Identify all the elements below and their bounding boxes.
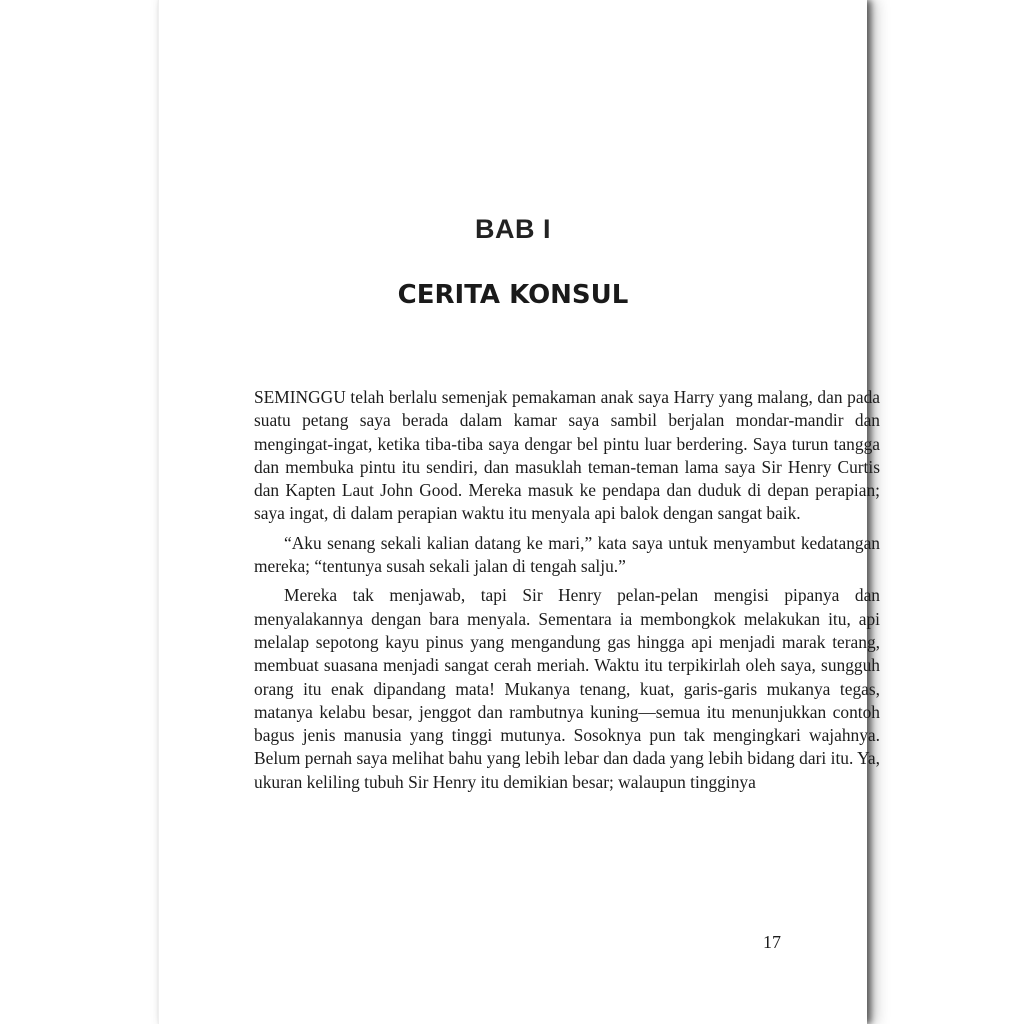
paragraph-3: Mereka tak menjawab, tapi Sir Henry pelan-pelan mengisi pipanya dan menyalakannya dengan bara menyala. Sementara ia membongkok melakukan itu, api melalap sepotong kayu pinus yang mengandung gas hingga api menjadi marak terang, membuat suasana menjadi sangat cerah meriah. Waktu itu terpikirlah oleh saya, sungguh orang itu enak dipandang mata! Mukanya tenang, kuat, garis-garis mukanya tegas, matanya kelabu besar, jenggot dan rambutnya kuning—semua itu menunjukkan contoh bagus jenis manusia yang tinggi mutunya. Sosoknya pun tak mengingkari wajahnya. Belum pernah saya melihat bahu yang lebih lebar dan dada yang lebih bidang dari itu. Ya, ukuran keliling tubuh Sir Henry itu demikian besar; walaupun tingginya <box>254 585 880 792</box>
page-number: 17 <box>763 932 781 952</box>
paragraph-1: SEMINGGU telah berlalu semenjak pemakaman anak saya Harry yang malang, dan pada suatu petang saya berada dalam kamar saya sambil berjalan mondar-mandir dan mengingat-ingat, ketika tiba-tiba saya dengar bel pintu luar berdering. Saya turun tangga dan membuka pintu itu sendiri, dan masuklah teman-teman lama saya Sir Henry Curtis dan Kapten Laut John Good. Mereka masuk ke pendapa dan duduk di depan perapian; saya ingat, di dalam perapian waktu itu menyala api balok dengan sangat baik. <box>254 387 880 524</box>
chapter-title: CERITA KONSUL <box>397 280 629 310</box>
book-page <box>158 0 880 1024</box>
paragraph-2: “Aku senang sekali kalian datang ke mari,” kata saya untuk menyambut kedatangan mereka; “tentunya susah sekali jalan di tengah salju.” <box>254 532 880 577</box>
body-text <box>254 386 880 800</box>
chapter-number: BAB I <box>475 214 551 244</box>
